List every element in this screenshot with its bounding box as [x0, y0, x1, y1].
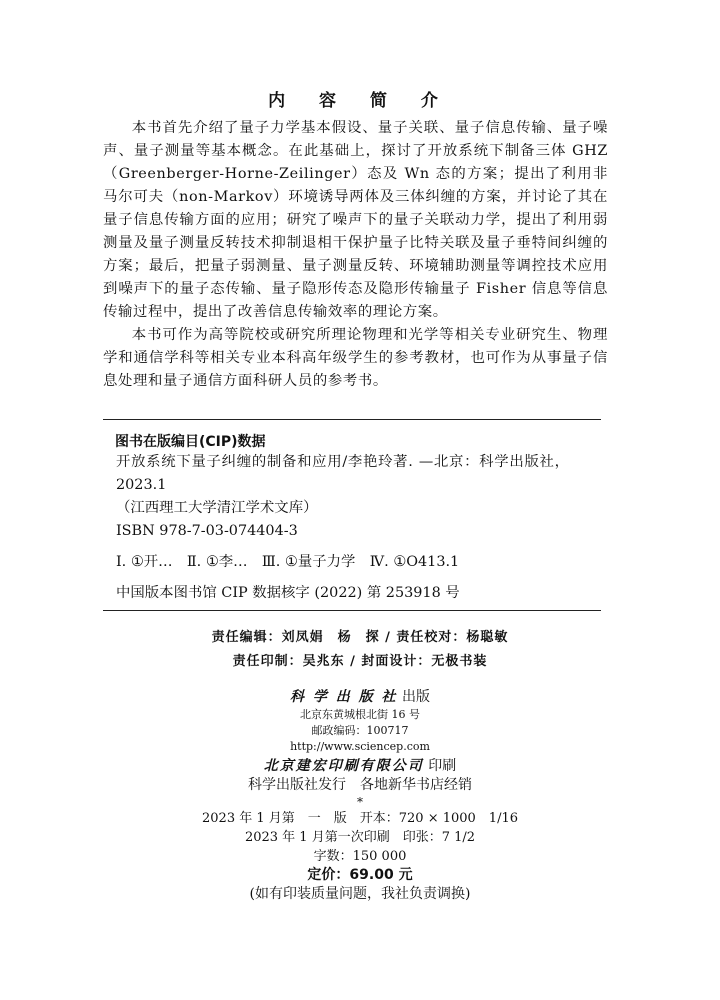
responsibility-line-1: 责任编辑：刘凤娟 杨 探 / 责任校对：杨聪敏 — [211, 630, 509, 645]
printer-line — [0, 755, 720, 776]
publisher-postcode: 邮政编码：100717 — [311, 724, 409, 737]
cip-series: （江西理工大学清江学术文库） — [116, 500, 318, 516]
publisher-address: 北京东黄城根北街 16 号 — [300, 708, 420, 721]
separator-star: * — [357, 795, 363, 809]
summary-body — [103, 117, 608, 393]
printer-name: 北京建宏印刷有限公司 — [263, 758, 424, 774]
summary-title: 内 容 简 介 — [268, 91, 452, 111]
cip-record-number: 中国版本图书馆 CIP 数据核字 (2022) 第 253918 号 — [116, 585, 460, 601]
cip-bottom-rule — [103, 610, 601, 611]
publisher-block — [0, 686, 720, 904]
cip-title: 图书在版编目(CIP)数据 — [115, 434, 266, 450]
cip-year: 2023.1 — [116, 477, 167, 493]
quality-notice: (如有印装质量问题，我社负责调换) — [249, 886, 471, 902]
printing-line: 2023 年 1 月第一次印刷 印张：7 1/2 — [244, 830, 476, 845]
publisher-name: 科 学 出 版 社 — [290, 689, 398, 705]
cip-top-rule — [103, 419, 601, 420]
cip-isbn: ISBN 978-7-03-074404-3 — [116, 523, 298, 539]
publisher-line — [0, 686, 720, 707]
responsibility-line-2: 责任印制：吴兆东 / 封面设计：无极书装 — [232, 654, 488, 669]
price: 定价：69.00 元 — [307, 867, 413, 883]
cip-block — [103, 419, 601, 611]
summary-paragraph: 本书可作为高等院校或研究所理论物理和光学等相关专业研究生、物理学和通信学科等相关专业本科高年级学生的参考教材，也可作为从事量子信息处理和量子通信方面科研人员的参考书。 — [103, 327, 608, 389]
cip-main-line: 开放系统下量子纠缠的制备和应用/李艳玲著. —北京：科学出版社， — [116, 454, 570, 470]
summary-paragraph: 本书首先介绍了量子力学基本假设、量子关联、量子信息传输、量子噪声、量子测量等基本概念。在此基础上，探讨了开放系统下制备三体 GHZ（Greenberger-Horne-Zeilinger）态及 Wn 态的方案；提出了利用非马尔可夫（non-Markov）环境诱导两体及三体纠缠的方案，并讨论了其在量子信息传输方面的应用；研究了噪声下的量子关联动力学，提出了利用弱测量及量子测量反转技术抑制退相干保护量子比特关联及量子垂特间纠缠的方案；最后，把量子弱测量、量子测量反转、环境辅助测量等调控技术应用到噪声下的量子态传输、量子隐形传态及隐形传输量子 Fisher 信息等信息传输过程中，提出了改善信息传输效率的理论方案。 — [103, 120, 608, 320]
publisher-website: http://www.sciencep.com — [290, 740, 430, 753]
word-count: 字数：150 000 — [313, 849, 407, 864]
printer-suffix: 印刷 — [423, 758, 457, 774]
publisher-suffix: 出版 — [397, 689, 430, 705]
edition-line: 2023 年 1 月第 一 版 开本：720 × 1000 1/16 — [202, 811, 518, 826]
cip-classification: Ⅰ. ①开… Ⅱ. ①李… Ⅲ. ①量子力学 Ⅳ. ①O413.1 — [116, 554, 460, 570]
distribution-line: 科学出版社发行 各地新华书店经销 — [248, 777, 472, 793]
